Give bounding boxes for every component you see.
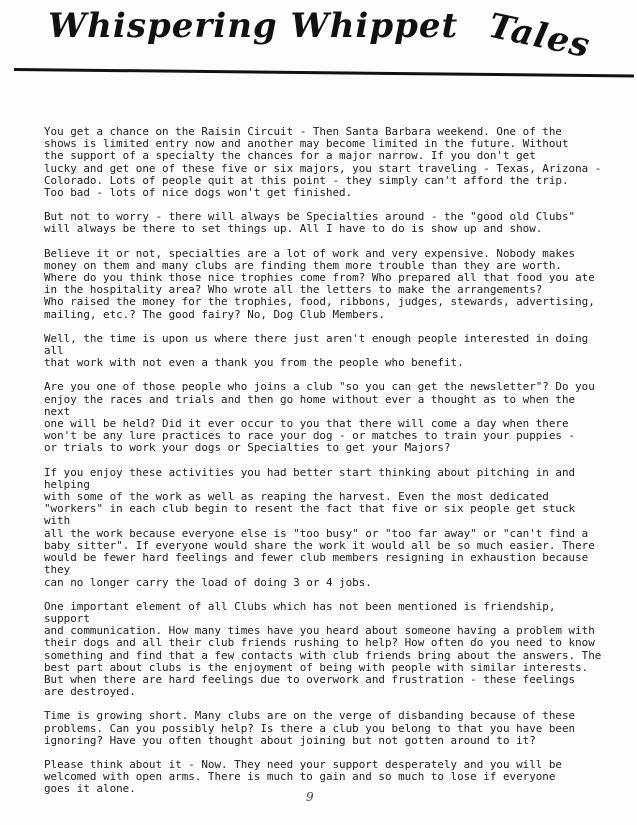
paragraph: Believe it or not, specialties are a lot of work and very expensive. Nobody makes money on them and many clubs are finding them more trouble than they are worth. Where do you think those nice trophies come from? Who prepared all that food you ate in the hospitality area? Who wrote all the letters to make the arrangements? Who raised the money for the trophies, food, ribbons, judges, stewards, advertising, mailing, etc.? The good fairy? No, Dog Club Members.	[44, 246, 595, 321]
header-rule	[14, 68, 634, 77]
paragraph: If you enjoy these activities you had better start thinking about pitching in and helping with some of the work as well as reaping the harvest. Even the most dedicated "workers" in each club begin to resent the fact that five or six people get stuck with all the work because everyone else is "too busy" or "too far away" or "can't find a baby sitter". If everyone would share the work it would all be so much easier. There would be fewer hard feelings and fewer club members resigning in exhaustion because they can no longer carry the load of doing 3 or 4 jobs.	[44, 465, 595, 589]
paragraph: Are you one of those people who joins a club "so you can get the newsletter"? Do you enjoy the races and trials and then go home without ever a thought as to when the next one will be held? Did it ever occur to you that there will come a day when there won't be any lure practices to race your dog - or matches to train your puppies - or trials to work your dogs or Specialties to get your Majors?	[44, 380, 595, 455]
paragraph: One important element of all Clubs which has not been mentioned is friendship, support and communication. How many times have you heard about someone having a problem with their dogs and all their club friends rushing to help? How often do you need to know something and find that a few contacts with club friends bring about the answers. The best part about clubs is the enjoyment of being with people with similar interests. But when there are hard feelings due to overwork and frustration - these feelings are destroyed.	[44, 599, 602, 699]
paragraph: But not to worry - there will always be Specialties around - the "good old Clubs" will always be there to set things up. All I have to do is show up and show.	[44, 210, 576, 236]
masthead	[0, 0, 637, 90]
paragraph: Time is growing short. Many clubs are on the verge of disbanding because of these problems. Can you possibly help? Is there a club you belong to that you have been ignoring? Have you often thought about joining but not gotten around to it?	[44, 709, 576, 747]
page-number: 9	[306, 790, 314, 804]
paragraph: You get a chance on the Raisin Circuit - Then Santa Barbara weekend. One of the shows is limited entry now and another may become limited in the future. Without the support of a specialty the chances for a major narrow. If you don't get lucky and get one of these five or six majors, you start traveling - Texas, Arizona - Colorado. Lots of people quit at this point - they simply can't afford the trip. Too bad - lots of nice dogs won't get finished.	[44, 125, 602, 200]
article-body	[44, 126, 604, 808]
title-main: Whispering Whippet	[48, 6, 459, 46]
title-tales: Tales	[484, 5, 594, 67]
paragraph: Please think about it - Now. They need your support desperately and you will be welcomed with open arms. There is much to gain and so much to lose if everyone goes it alone.	[44, 757, 562, 796]
newsletter-title	[48, 5, 594, 67]
paragraph: Well, the time is upon us where there just aren't enough people interested in doing all that work with not even a thank you from the people who benefit.	[44, 331, 589, 370]
